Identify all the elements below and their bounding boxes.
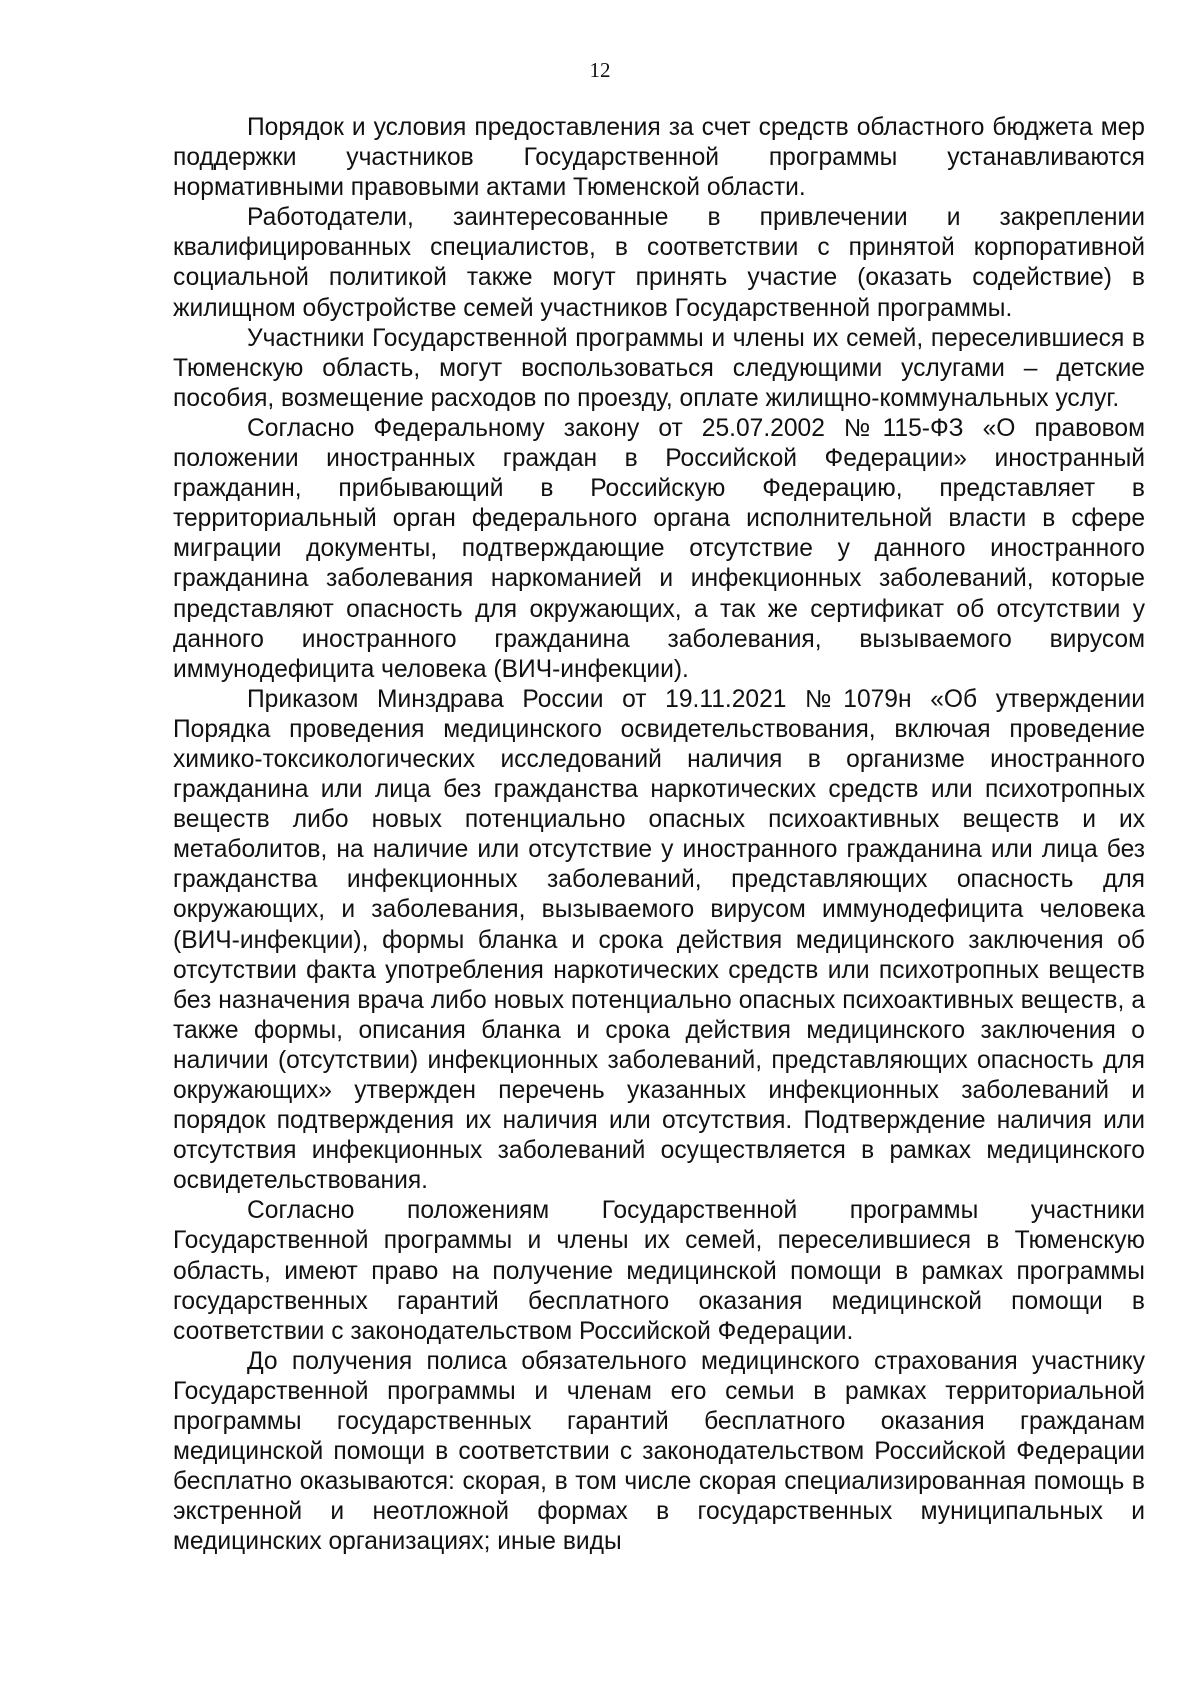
paragraph-medical-care-rights: Согласно положениям Государственной программы участники Государственной программы и члены их семей, переселившиеся в Тюменскую область, имеют право на получение медицинской помощи в рамках программы государственных гарантий бесплатного оказания медицинской помощи в соответствии с законодательством Российской Федерации.	[173, 1197, 1145, 1345]
paragraph-ministry-order: Приказом Минздрава России от 19.11.2021 №1079н «Об утверждении Порядка проведения медицинского освидетельствования, включая проведение химико-токсикологических исследований наличия в организме иностранного гражданина или лица без гражданства наркотических средств или психотропных веществ либо новых потенциально опасных психоактивных веществ и их метаболитов, на наличие или отсутствие у иностранного гражданина или лица без гражданства инфекционных заболеваний, представляющих опасность для окружающих, и заболевания, вызываемого вирусом иммунодефицита человека (ВИЧ-инфекции), формы бланка и срока действия медицинского заключения об отсутствии факта употребления наркотических средств или психотропных веществ без назначения врача либо новых потенциально опасных психоактивных веществ, а также формы, описания бланка и срока действия медицинского заключения о наличии (отсутствии) инфекционных заболеваний, представляющих опасность для окружающих» утвержден перечень указанных инфекционных заболеваний и порядок подтверждения их наличия или отсутствия. Подтверждение наличия или отсутствия инфекционных заболеваний осуществляется в рамках медицинского освидетельствования.	[173, 685, 1145, 1195]
paragraph-services: Участники Государственной программы и члены их семей, переселившиеся в Тюменскую область, могут воспользоваться следующими услугами – детские пособия, возмещение расходов по проезду, оплате жилищно-коммунальных услуг.	[173, 324, 1145, 412]
document-body	[173, 113, 1145, 1558]
paragraph-before-insurance: До получения полиса обязательного медицинского страхования участнику Государственной программы и членам его семьи в рамках территориальной программы государственных гарантий бесплатного оказания гражданам медицинской помощи в соответствии с законодательством Российской Федерации бесплатно оказываются: скорая, в том числе скорая специализированная помощь в экстренной и неотложной формах в государственных муниципальных и медицинских организациях; иные виды	[173, 1347, 1145, 1556]
page-number: 12	[589, 58, 611, 82]
paragraph-federal-law: Согласно Федеральному закону от 25.07.2002 №115-ФЗ «О правовом положении иностранных граждан в Российской Федерации» иностранный гражданин, прибывающий в Российскую Федерацию, представляет в территориальный орган федерального органа исполнительной власти в сфере миграции документы, подтверждающие отсутствие у данного иностранного гражданина заболевания наркоманией и инфекционных заболеваний, которые представляют опасность для окружающих, а так же сертификат об отсутствии у данного иностранного гражданина заболевания, вызываемого вирусом иммунодефицита человека (ВИЧ-инфекции).	[173, 414, 1145, 683]
paragraph-support-measures: Порядок и условия предоставления за счет средств областного бюджета мер поддержки участников Государственной программы устанавливаются нормативными правовыми актами Тюменской области.	[173, 114, 1145, 202]
paragraph-employers: Работодатели, заинтересованные в привлечении и закреплении квалифицированных специалистов, в соответствии с принятой корпоративной социальной политикой также могут принять участие (оказать содействие) в жилищном обустройстве семей участников Государственной программы.	[173, 204, 1145, 322]
